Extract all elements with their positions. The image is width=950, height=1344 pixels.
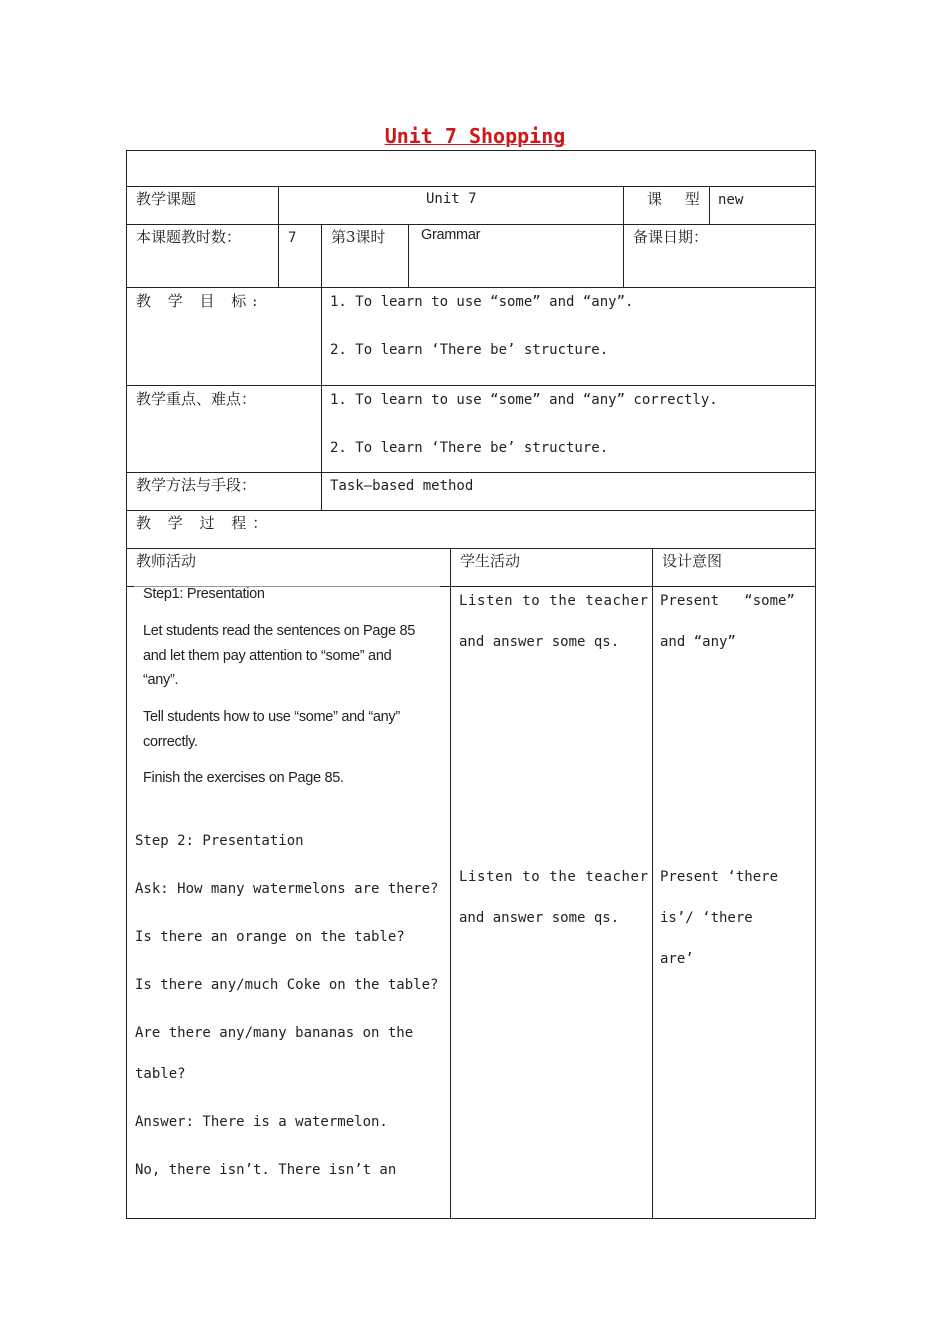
step2-intent-line: are’ xyxy=(660,951,694,967)
hours-count: 7 xyxy=(288,230,297,246)
step2-line: Are there any/many bananas on the xyxy=(135,1025,414,1041)
step2-line: No, there isn’t. There isn’t an xyxy=(135,1162,397,1178)
step2-line: Is there any/much Coke on the table? xyxy=(135,977,439,993)
topic-value: Unit 7 xyxy=(426,191,477,207)
step2-line: Answer: There is a watermelon. xyxy=(135,1114,388,1130)
column-header-student: 学生活动 xyxy=(460,552,521,570)
step1-line: and let them pay attention to “some” and xyxy=(143,648,392,664)
step1-line: Let students read the sentences on Page 85 xyxy=(143,623,415,639)
objective-item: 1. To learn to use “some” and “any”. xyxy=(330,294,634,310)
step2-student-line: and answer some qs. xyxy=(459,910,620,926)
key-point-item: 1. To learn to use “some” and “any” correctly. xyxy=(330,392,718,408)
step1-line: Finish the exercises on Page 85. xyxy=(143,770,344,786)
step2-line: Ask: How many watermelons are there? xyxy=(135,881,439,897)
step1-intent-line: Present “some” xyxy=(660,593,795,609)
lesson-topic: Grammar xyxy=(421,227,481,243)
step2-student-line: Listen to the teacher xyxy=(459,869,649,885)
process-label: 教 学 过 程： xyxy=(136,514,274,532)
column-header-intent: 设计意图 xyxy=(662,552,723,570)
prep-date-label: 备课日期： xyxy=(633,228,709,246)
step1-line: Tell students how to use “some” and “any” xyxy=(143,709,400,725)
objective-item: 2. To learn ‘There be’ structure. xyxy=(330,342,609,358)
topic-label: 教学课题 xyxy=(136,190,197,208)
objectives-label: 教 学 目 标: xyxy=(136,292,264,310)
lesson-type-value: new xyxy=(718,192,744,208)
key-point-item: 2. To learn ‘There be’ structure. xyxy=(330,440,609,456)
column-header-teacher: 教师活动 xyxy=(136,552,197,570)
step2-line: Is there an orange on the table? xyxy=(135,929,405,945)
step2-intent-line: Present ‘there xyxy=(660,869,779,885)
step2-line: Step 2: Presentation xyxy=(135,833,304,849)
methods-label: 教学方法与手段： xyxy=(136,476,257,494)
step1-heading: Step1: Presentation xyxy=(143,586,265,602)
lesson-type-label: 课 型 xyxy=(647,190,709,208)
lesson-number: 第3课时 xyxy=(331,228,386,246)
step2-intent-line: is’/ ‘there xyxy=(660,910,753,926)
hours-label: 本课题教时数： xyxy=(136,228,242,246)
step1-student-line: Listen to the teacher xyxy=(459,593,649,609)
step2-line: table? xyxy=(135,1066,186,1082)
step1-intent-line: and “any” xyxy=(660,634,736,650)
step1-line: “any”. xyxy=(143,672,179,688)
step1-line: correctly. xyxy=(143,734,198,750)
methods-value: Task—based method xyxy=(330,478,474,494)
key-points-label: 教学重点、难点： xyxy=(136,390,257,408)
page-title: Unit 7 Shopping xyxy=(384,124,566,148)
step1-student-line: and answer some qs. xyxy=(459,634,620,650)
